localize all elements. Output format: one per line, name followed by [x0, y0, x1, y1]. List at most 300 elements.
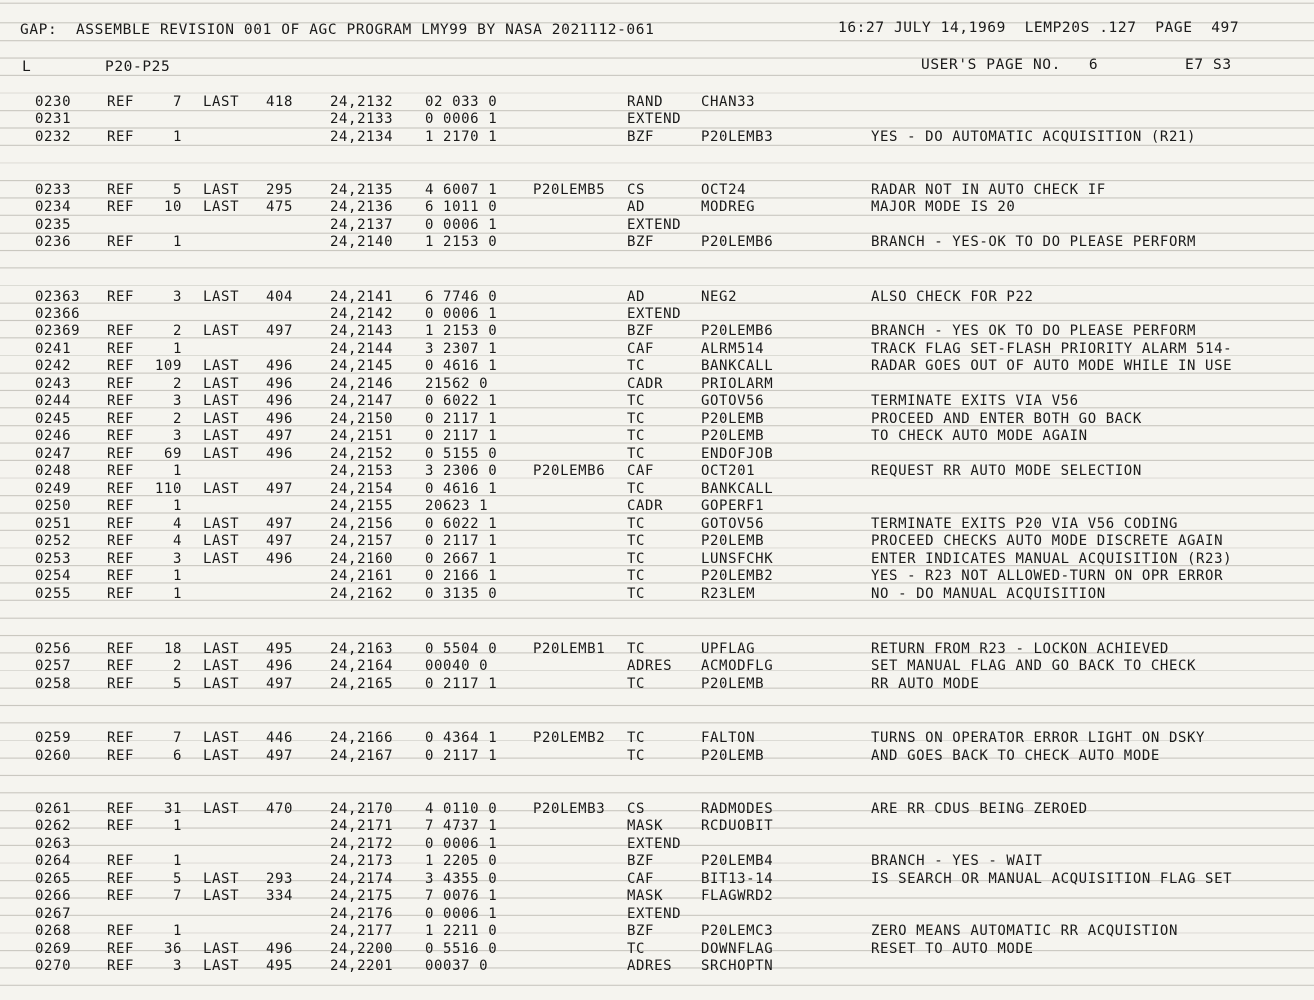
line-number: 0241 — [35, 341, 72, 357]
ref-count: 1 — [172, 129, 182, 145]
line-number: 02366 — [35, 306, 81, 322]
comment: IS SEARCH OR MANUAL ACQUISITION FLAG SET — [871, 871, 1233, 887]
address: 24,2165 — [330, 676, 394, 692]
opcode: EXTEND — [627, 111, 682, 127]
line-number: 0253 — [35, 551, 72, 567]
address: 24,2141 — [330, 289, 394, 305]
comment: MAJOR MODE IS 20 — [871, 199, 1016, 215]
last-page: 497 — [266, 323, 294, 339]
last-tag: LAST — [203, 199, 240, 215]
address: 24,2157 — [330, 533, 394, 549]
last-tag: LAST — [203, 94, 240, 110]
comment: ALSO CHECK FOR P22 — [871, 289, 1034, 305]
ref-tag: REF — [107, 376, 135, 392]
ref-count: 5 — [172, 676, 182, 692]
operand: LUNSFCHK — [701, 551, 774, 567]
octal-code: 00040 0 — [425, 658, 489, 674]
line-number: 0243 — [35, 376, 72, 392]
line-number: 0269 — [35, 941, 72, 957]
last-tag: LAST — [203, 871, 240, 887]
octal-code: 7 0076 1 — [425, 888, 498, 904]
line-number: 0246 — [35, 428, 72, 444]
octal-code: 0 5516 0 — [425, 941, 498, 957]
address: 24,2147 — [330, 393, 394, 409]
opcode: TC — [627, 586, 646, 602]
address: 24,2135 — [330, 182, 394, 198]
operand: GOTOV56 — [701, 393, 765, 409]
address: 24,2143 — [330, 323, 394, 339]
ref-count: 1 — [172, 341, 182, 357]
opcode: RAND — [627, 94, 664, 110]
line-number: 0267 — [35, 906, 72, 922]
comment: TURNS ON OPERATOR ERROR LIGHT ON DSKY — [871, 730, 1206, 746]
last-tag: LAST — [203, 289, 240, 305]
address: 24,2172 — [330, 836, 394, 852]
ref-tag: REF — [107, 923, 135, 939]
ref-count: 7 — [172, 888, 182, 904]
line-number: 0233 — [35, 182, 72, 198]
user-page-tag: E7 S3 — [1185, 57, 1232, 73]
last-tag: LAST — [203, 801, 240, 817]
octal-code: 6 7746 0 — [425, 289, 498, 305]
octal-code: 1 2170 1 — [425, 129, 498, 145]
ref-count: 110 — [154, 481, 182, 497]
operand: ENDOFJOB — [701, 446, 774, 462]
octal-code: 0 0006 1 — [425, 111, 498, 127]
last-page: 497 — [266, 481, 294, 497]
address: 24,2145 — [330, 358, 394, 374]
octal-code: 4 0110 0 — [425, 801, 498, 817]
last-page: 496 — [266, 376, 294, 392]
line-number: 0264 — [35, 853, 72, 869]
opcode: EXTEND — [627, 217, 682, 233]
octal-code: 0 2166 1 — [425, 568, 498, 584]
line-number: 0265 — [35, 871, 72, 887]
opcode: EXTEND — [627, 906, 682, 922]
octal-code: 0 5504 0 — [425, 641, 498, 657]
operand: ACMODFLG — [701, 658, 774, 674]
address: 24,2173 — [330, 853, 394, 869]
line-number: 0245 — [35, 411, 72, 427]
line-number: 0251 — [35, 516, 72, 532]
last-page: 497 — [266, 676, 294, 692]
comment: TO CHECK AUTO MODE AGAIN — [871, 428, 1088, 444]
ref-tag: REF — [107, 551, 135, 567]
ref-count: 3 — [172, 289, 182, 305]
octal-code: 02 033 0 — [425, 94, 498, 110]
line-number: 0235 — [35, 217, 72, 233]
last-tag: LAST — [203, 428, 240, 444]
ref-tag: REF — [107, 393, 135, 409]
ref-count: 1 — [172, 853, 182, 869]
comment: AND GOES BACK TO CHECK AUTO MODE — [871, 748, 1160, 764]
ref-tag: REF — [107, 411, 135, 427]
opcode: BZF — [627, 323, 655, 339]
operand: P20LEMB — [701, 533, 765, 549]
address: 24,2167 — [330, 748, 394, 764]
address: 24,2144 — [330, 341, 394, 357]
ref-count: 1 — [172, 586, 182, 602]
comment: YES - DO AUTOMATIC ACQUISITION (R21) — [871, 129, 1197, 145]
octal-code: 0 6022 1 — [425, 393, 498, 409]
comment: TERMINATE EXITS VIA V56 — [871, 393, 1079, 409]
line-number: 0258 — [35, 676, 72, 692]
last-page: 295 — [266, 182, 294, 198]
line-number: 0231 — [35, 111, 72, 127]
ref-tag: REF — [107, 676, 135, 692]
last-page: 418 — [266, 94, 294, 110]
operand: OCT24 — [701, 182, 747, 198]
octal-code: 0 2117 1 — [425, 676, 498, 692]
octal-code: 1 2205 0 — [425, 853, 498, 869]
operand: RADMODES — [701, 801, 774, 817]
octal-code: 00037 0 — [425, 958, 489, 974]
comment: ZERO MEANS AUTOMATIC RR ACQUISTION — [871, 923, 1178, 939]
comment: NO - DO MANUAL ACQUISITION — [871, 586, 1106, 602]
ref-tag: REF — [107, 888, 135, 904]
line-number: 0249 — [35, 481, 72, 497]
opcode: TC — [627, 446, 646, 462]
ref-tag: REF — [107, 516, 135, 532]
ref-tag: REF — [107, 129, 135, 145]
comment: BRANCH - YES - WAIT — [871, 853, 1043, 869]
last-page: 496 — [266, 411, 294, 427]
last-page: 495 — [266, 958, 294, 974]
operand: P20LEMB6 — [701, 323, 774, 339]
octal-code: 3 4355 0 — [425, 871, 498, 887]
ref-tag: REF — [107, 289, 135, 305]
comment: REQUEST RR AUTO MODE SELECTION — [871, 463, 1142, 479]
ref-count: 5 — [172, 871, 182, 887]
ref-tag: REF — [107, 568, 135, 584]
ref-count: 2 — [172, 411, 182, 427]
ref-tag: REF — [107, 463, 135, 479]
operand: SRCHOPTN — [701, 958, 774, 974]
address: 24,2142 — [330, 306, 394, 322]
last-tag: LAST — [203, 182, 240, 198]
operand: P20LEMB — [701, 411, 765, 427]
operand: ALRM514 — [701, 341, 765, 357]
octal-code: 0 2117 1 — [425, 748, 498, 764]
ref-tag: REF — [107, 853, 135, 869]
line-number: 0262 — [35, 818, 72, 834]
ref-count: 7 — [172, 730, 182, 746]
ref-count: 1 — [172, 498, 182, 514]
address: 24,2201 — [330, 958, 394, 974]
operand: PRIOLARM — [701, 376, 774, 392]
comment: BRANCH - YES OK TO DO PLEASE PERFORM — [871, 323, 1197, 339]
octal-code: 1 2153 0 — [425, 323, 498, 339]
ref-count: 1 — [172, 818, 182, 834]
address: 24,2174 — [330, 871, 394, 887]
opcode: TC — [627, 533, 646, 549]
address: 24,2136 — [330, 199, 394, 215]
operand: P20LEMB — [701, 428, 765, 444]
comment: PROCEED CHECKS AUTO MODE DISCRETE AGAIN — [871, 533, 1224, 549]
ref-count: 3 — [172, 428, 182, 444]
ref-tag: REF — [107, 182, 135, 198]
last-page: 334 — [266, 888, 294, 904]
operand: P20LEMB — [701, 748, 765, 764]
opcode: ADRES — [627, 958, 673, 974]
octal-code: 0 0006 1 — [425, 217, 498, 233]
ref-count: 31 — [163, 801, 182, 817]
line-number: 0242 — [35, 358, 72, 374]
operand: OCT201 — [701, 463, 756, 479]
ref-count: 109 — [154, 358, 182, 374]
line-number: 0248 — [35, 463, 72, 479]
octal-code: 4 6007 1 — [425, 182, 498, 198]
opcode: CAF — [627, 463, 655, 479]
ref-tag: REF — [107, 323, 135, 339]
opcode: TC — [627, 551, 646, 567]
last-page: 496 — [266, 941, 294, 957]
last-tag: LAST — [203, 376, 240, 392]
opcode: CAF — [627, 341, 655, 357]
comment: SET MANUAL FLAG AND GO BACK TO CHECK — [871, 658, 1197, 674]
operand: BIT13-14 — [701, 871, 774, 887]
ref-count: 4 — [172, 533, 182, 549]
operand: BANKCALL — [701, 358, 774, 374]
comment: YES - R23 NOT ALLOWED-TURN ON OPR ERROR — [871, 568, 1224, 584]
address: 24,2156 — [330, 516, 394, 532]
opcode: TC — [627, 393, 646, 409]
ref-count: 4 — [172, 516, 182, 532]
operand: P20LEMC3 — [701, 923, 774, 939]
address: 24,2153 — [330, 463, 394, 479]
address: 24,2155 — [330, 498, 394, 514]
octal-code: 0 6022 1 — [425, 516, 498, 532]
opcode: AD — [627, 199, 646, 215]
opcode: CADR — [627, 376, 664, 392]
opcode: BZF — [627, 853, 655, 869]
ref-count: 2 — [172, 658, 182, 674]
address: 24,2175 — [330, 888, 394, 904]
address: 24,2152 — [330, 446, 394, 462]
ref-count: 3 — [172, 393, 182, 409]
header-date-page: 16:27 JULY 14,1969 LEMP20S .127 PAGE 497 — [838, 20, 1240, 36]
ref-count: 3 — [172, 958, 182, 974]
ref-tag: REF — [107, 498, 135, 514]
opcode: CADR — [627, 498, 664, 514]
line-number: 0268 — [35, 923, 72, 939]
address: 24,2170 — [330, 801, 394, 817]
operand: DOWNFLAG — [701, 941, 774, 957]
line-number: 0259 — [35, 730, 72, 746]
ref-count: 69 — [163, 446, 182, 462]
operand: UPFLAG — [701, 641, 756, 657]
address: 24,2154 — [330, 481, 394, 497]
ref-count: 7 — [172, 94, 182, 110]
line-number: 0232 — [35, 129, 72, 145]
address: 24,2161 — [330, 568, 394, 584]
last-page: 496 — [266, 393, 294, 409]
line-number: 0270 — [35, 958, 72, 974]
address: 24,2176 — [330, 906, 394, 922]
ref-tag: REF — [107, 748, 135, 764]
address: 24,2160 — [330, 551, 394, 567]
opcode: EXTEND — [627, 836, 682, 852]
address: 24,2162 — [330, 586, 394, 602]
operand: BANKCALL — [701, 481, 774, 497]
opcode: CS — [627, 182, 646, 198]
ref-tag: REF — [107, 358, 135, 374]
operand: GOTOV56 — [701, 516, 765, 532]
comment: ARE RR CDUS BEING ZEROED — [871, 801, 1088, 817]
line-number: 0230 — [35, 94, 72, 110]
last-page: 496 — [266, 446, 294, 462]
comment: RESET TO AUTO MODE — [871, 941, 1034, 957]
line-number: 0261 — [35, 801, 72, 817]
octal-code: 3 2306 0 — [425, 463, 498, 479]
last-tag: LAST — [203, 641, 240, 657]
last-tag: LAST — [203, 888, 240, 904]
line-number: 02363 — [35, 289, 81, 305]
last-page: 497 — [266, 428, 294, 444]
last-tag: LAST — [203, 676, 240, 692]
operand: MODREG — [701, 199, 756, 215]
octal-code: 1 2211 0 — [425, 923, 498, 939]
octal-code: 0 2667 1 — [425, 551, 498, 567]
line-number: 0250 — [35, 498, 72, 514]
last-tag: LAST — [203, 393, 240, 409]
opcode: BZF — [627, 923, 655, 939]
octal-code: 0 2117 1 — [425, 411, 498, 427]
octal-code: 0 3135 0 — [425, 586, 498, 602]
opcode: EXTEND — [627, 306, 682, 322]
line-number: 0263 — [35, 836, 72, 852]
opcode: TC — [627, 568, 646, 584]
octal-code: 0 2117 1 — [425, 428, 498, 444]
octal-code: 0 0006 1 — [425, 906, 498, 922]
ref-tag: REF — [107, 958, 135, 974]
last-tag: LAST — [203, 358, 240, 374]
user-page-number: USER'S PAGE NO. 6 — [921, 57, 1099, 73]
octal-code: 0 2117 1 — [425, 533, 498, 549]
opcode: TC — [627, 748, 646, 764]
ref-tag: REF — [107, 341, 135, 357]
address: 24,2164 — [330, 658, 394, 674]
ref-count: 5 — [172, 182, 182, 198]
line-number: 0257 — [35, 658, 72, 674]
line-number: 02369 — [35, 323, 81, 339]
opcode: TC — [627, 358, 646, 374]
last-tag: LAST — [203, 941, 240, 957]
ref-tag: REF — [107, 481, 135, 497]
ref-tag: REF — [107, 641, 135, 657]
operand: R23LEM — [701, 586, 756, 602]
octal-code: 1 2153 0 — [425, 234, 498, 250]
comment: RADAR GOES OUT OF AUTO MODE WHILE IN USE — [871, 358, 1233, 374]
opcode: CAF — [627, 871, 655, 887]
comment: RR AUTO MODE — [871, 676, 980, 692]
operand: NEG2 — [701, 289, 738, 305]
ref-count: 6 — [172, 748, 182, 764]
ref-tag: REF — [107, 818, 135, 834]
octal-code: 3 2307 1 — [425, 341, 498, 357]
comment: RETURN FROM R23 - LOCKON ACHIEVED — [871, 641, 1169, 657]
last-tag: LAST — [203, 748, 240, 764]
last-tag: LAST — [203, 958, 240, 974]
address: 24,2140 — [330, 234, 394, 250]
ref-count: 1 — [172, 234, 182, 250]
opcode: ADRES — [627, 658, 673, 674]
address: 24,2150 — [330, 411, 394, 427]
operand: P20LEMB3 — [701, 129, 774, 145]
symbol-label: P20LEMB6 — [533, 463, 606, 479]
address: 24,2163 — [330, 641, 394, 657]
comment: PROCEED AND ENTER BOTH GO BACK — [871, 411, 1142, 427]
opcode: TC — [627, 730, 646, 746]
octal-code: 0 5155 0 — [425, 446, 498, 462]
operand: P20LEMB — [701, 676, 765, 692]
operand: FALTON — [701, 730, 756, 746]
operand: P20LEMB4 — [701, 853, 774, 869]
address: 24,2171 — [330, 818, 394, 834]
last-page: 497 — [266, 516, 294, 532]
line-number: 0247 — [35, 446, 72, 462]
symbol-label: P20LEMB1 — [533, 641, 606, 657]
operand: GOPERF1 — [701, 498, 765, 514]
line-number: 0255 — [35, 586, 72, 602]
octal-code: 21562 0 — [425, 376, 489, 392]
operand: P20LEMB2 — [701, 568, 774, 584]
opcode: TC — [627, 641, 646, 657]
ref-tag: REF — [107, 730, 135, 746]
address: 24,2133 — [330, 111, 394, 127]
last-page: 404 — [266, 289, 294, 305]
opcode: TC — [627, 676, 646, 692]
last-tag: LAST — [203, 411, 240, 427]
last-tag: LAST — [203, 323, 240, 339]
comment: BRANCH - YES-OK TO DO PLEASE PERFORM — [871, 234, 1197, 250]
ref-tag: REF — [107, 801, 135, 817]
ref-tag: REF — [107, 533, 135, 549]
octal-code: 6 1011 0 — [425, 199, 498, 215]
line-number: 0260 — [35, 748, 72, 764]
address: 24,2146 — [330, 376, 394, 392]
octal-code: 0 0006 1 — [425, 836, 498, 852]
operand: CHAN33 — [701, 94, 756, 110]
opcode: CS — [627, 801, 646, 817]
last-tag: LAST — [203, 516, 240, 532]
last-page: 293 — [266, 871, 294, 887]
octal-code: 0 0006 1 — [425, 306, 498, 322]
ref-count: 1 — [172, 568, 182, 584]
octal-code: 7 4737 1 — [425, 818, 498, 834]
comment: RADAR NOT IN AUTO CHECK IF — [871, 182, 1106, 198]
last-tag: LAST — [203, 551, 240, 567]
opcode: BZF — [627, 129, 655, 145]
ref-count: 2 — [172, 323, 182, 339]
ref-tag: REF — [107, 658, 135, 674]
line-number: 0254 — [35, 568, 72, 584]
operand: RCDUOBIT — [701, 818, 774, 834]
last-page: 446 — [266, 730, 294, 746]
ref-tag: REF — [107, 941, 135, 957]
octal-code: 0 4616 1 — [425, 481, 498, 497]
ref-count: 18 — [163, 641, 182, 657]
ref-tag: REF — [107, 446, 135, 462]
line-number: 0236 — [35, 234, 72, 250]
ref-count: 1 — [172, 923, 182, 939]
comment: TERMINATE EXITS P20 VIA V56 CODING — [871, 516, 1178, 532]
ref-count: 10 — [163, 199, 182, 215]
last-page: 497 — [266, 748, 294, 764]
ref-tag: REF — [107, 199, 135, 215]
symbol-label: P20LEMB3 — [533, 801, 606, 817]
opcode: TC — [627, 481, 646, 497]
